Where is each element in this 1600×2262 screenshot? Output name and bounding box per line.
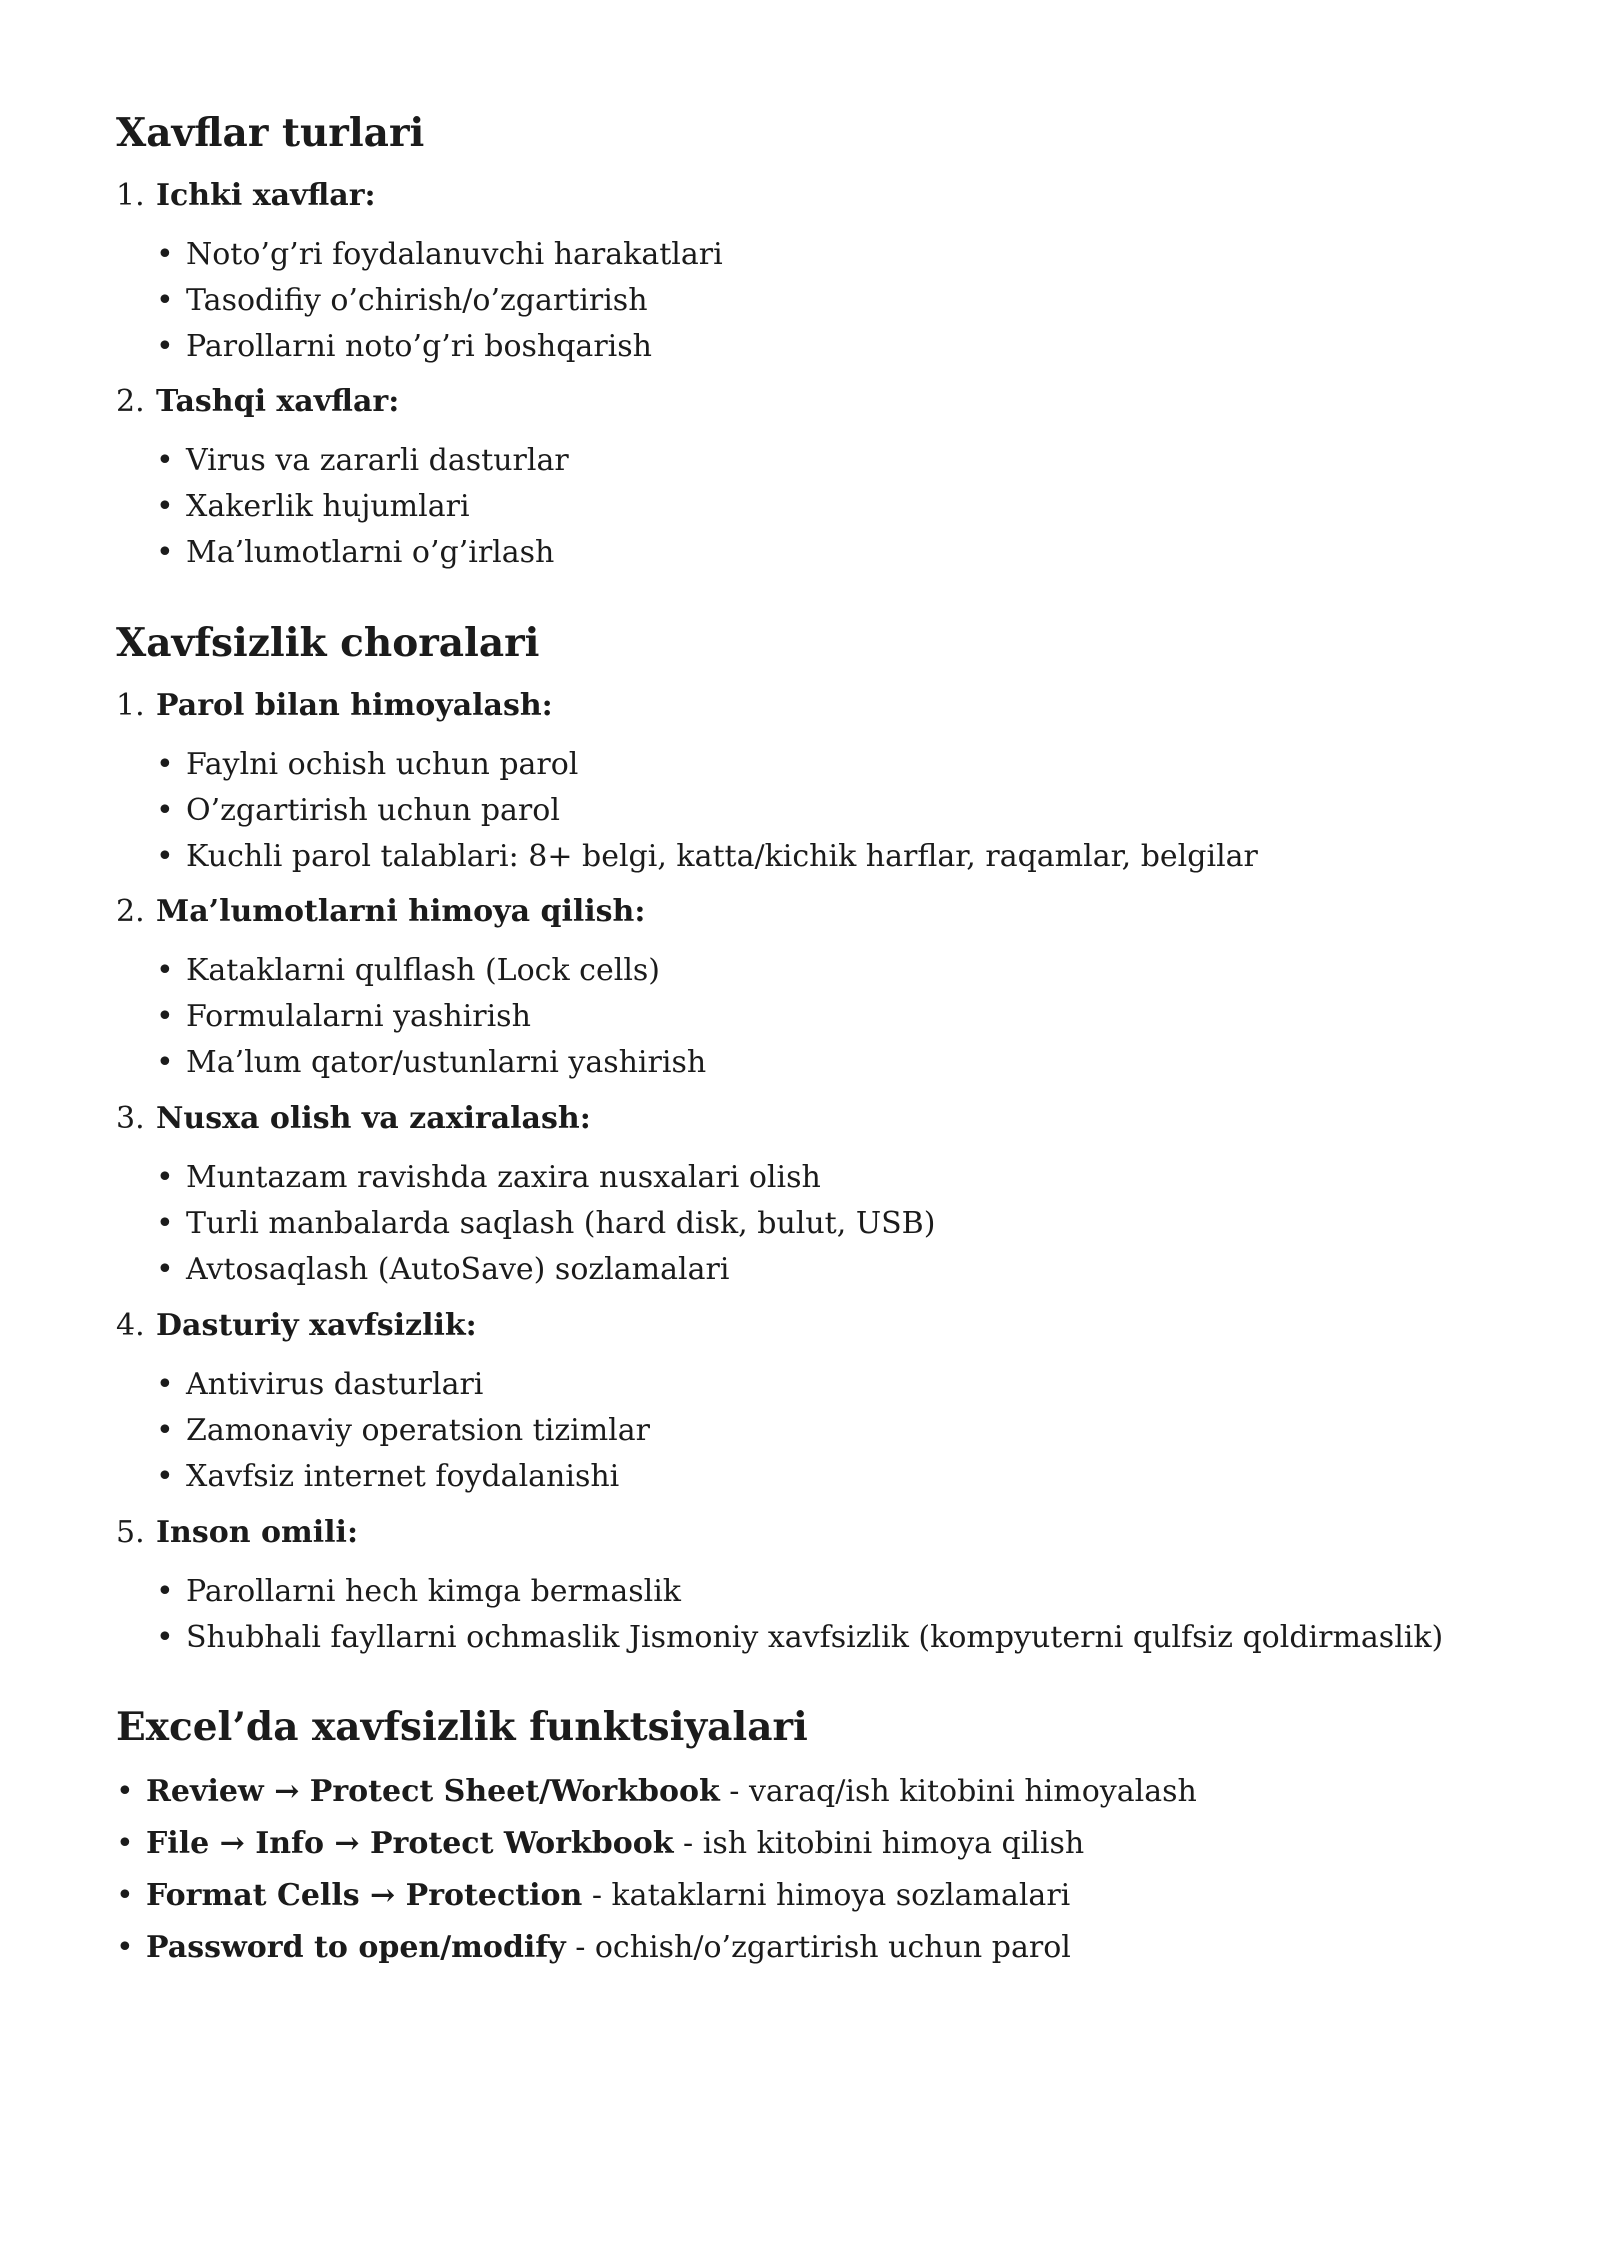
bullet-icon: • <box>156 443 174 478</box>
item-label: Tashqi xavflar: <box>156 384 400 419</box>
feature-path: Format Cells → Protection <box>146 1878 583 1913</box>
bullet-icon: • <box>156 237 174 272</box>
sub-list-himoya <box>156 948 706 1086</box>
sub-list-ichki-xavflar <box>156 232 723 370</box>
sub-list-tashqi-xavflar <box>156 438 569 576</box>
list-item: • Ma’lumotlarni o’g’irlash <box>156 530 569 576</box>
bullet-icon: • <box>156 953 174 988</box>
feature-path: Review → Protect Sheet/Workbook <box>146 1774 720 1809</box>
sub-list-parol <box>156 742 1258 880</box>
item-label: Ma’lumotlarni himoya qilish: <box>156 894 646 929</box>
item-number: 2. <box>116 894 145 929</box>
bullet-icon: • <box>156 1620 174 1655</box>
list-item: • Parollarni noto’g’ri boshqarish <box>156 324 723 370</box>
bullet-icon: • <box>156 1413 174 1448</box>
item-number: 2. <box>116 384 145 419</box>
list-item: • Shubhali fayllarni ochmaslik Jismoniy xavfsizlik (kompyuterni qulfsiz qoldirmaslik) <box>156 1615 1443 1661</box>
bullet-icon: • <box>156 747 174 782</box>
list-item: • Zamonaviy operatsion tizimlar <box>156 1408 650 1454</box>
bullet-icon: • <box>156 999 174 1034</box>
bullet-icon: • <box>156 839 174 874</box>
item-number: 1. <box>116 688 145 723</box>
list-item: • Formulalarni yashirish <box>156 994 706 1040</box>
numbered-item-himoya <box>116 890 645 934</box>
feature-description: - ish kitobini himoya qilish <box>673 1826 1085 1861</box>
item-number: 4. <box>116 1308 145 1343</box>
item-label: Inson omili: <box>156 1515 359 1550</box>
numbered-item-tashqi-xavflar <box>116 380 399 424</box>
feature-path: File → Info → Protect Workbook <box>146 1826 674 1861</box>
bullet-icon: • <box>116 1878 134 1913</box>
list-item: • Kataklarni qulflash (Lock cells) <box>156 948 706 994</box>
bullet-icon: • <box>156 1252 174 1287</box>
section-title-xavfsizlik-choralari: Xavfsizlik choralari <box>116 620 540 666</box>
bullet-icon: • <box>156 1160 174 1195</box>
feature-description: - kataklarni himoya sozlamalari <box>582 1878 1071 1913</box>
feature-description: - varaq/ish kitobini himoyalash <box>719 1774 1197 1809</box>
bullet-icon: • <box>116 1826 134 1861</box>
bullet-icon: • <box>156 489 174 524</box>
bullet-icon: • <box>156 1045 174 1080</box>
list-item: • Parollarni hech kimga bermaslik <box>156 1569 1443 1615</box>
list-item: • Ma’lum qator/ustunlarni yashirish <box>156 1040 706 1086</box>
bullet-icon: • <box>156 1574 174 1609</box>
item-number: 1. <box>116 178 145 213</box>
numbered-item-ichki-xavflar <box>116 174 376 218</box>
bullet-icon: • <box>156 1367 174 1402</box>
list-item: • Avtosaqlash (AutoSave) sozlamalari <box>156 1247 935 1293</box>
list-item: • Virus va zararli dasturlar <box>156 438 569 484</box>
item-label: Nusxa olish va zaxiralash: <box>156 1101 591 1136</box>
list-item: • Turli manbalarda saqlash (hard disk, bulut, USB) <box>156 1201 935 1247</box>
list-item: • Faylni ochish uchun parol <box>156 742 1258 788</box>
bullet-icon: • <box>156 1459 174 1494</box>
section-title-excel-funktsiyalari: Excel’da xavfsizlik funktsiyalari <box>116 1704 808 1750</box>
item-label: Dasturiy xavfsizlik: <box>156 1308 477 1343</box>
feature-item <box>116 1870 1197 1922</box>
feature-item <box>116 1766 1197 1818</box>
section-title-xavflar-turlari: Xavflar turlari <box>116 110 425 156</box>
bullet-icon: • <box>156 329 174 364</box>
numbered-item-parol <box>116 684 553 728</box>
list-item: • Kuchli parol talablari: 8+ belgi, katta/kichik harflar, raqamlar, belgilar <box>156 834 1258 880</box>
sub-list-dasturiy <box>156 1362 650 1500</box>
bullet-icon: • <box>156 793 174 828</box>
feature-item <box>116 1818 1197 1870</box>
list-item: • Xakerlik hujumlari <box>156 484 569 530</box>
list-item: • O’zgartirish uchun parol <box>156 788 1258 834</box>
bullet-icon: • <box>156 535 174 570</box>
list-item: • Antivirus dasturlari <box>156 1362 650 1408</box>
item-number: 5. <box>116 1515 145 1550</box>
numbered-item-nusxa <box>116 1097 591 1141</box>
bullet-icon: • <box>156 1206 174 1241</box>
numbered-item-inson-omili <box>116 1511 358 1555</box>
list-item: • Muntazam ravishda zaxira nusxalari olish <box>156 1155 935 1201</box>
feature-description: - ochish/o’zgartirish uchun parol <box>565 1930 1071 1965</box>
numbered-item-dasturiy <box>116 1304 477 1348</box>
sub-list-inson-omili <box>156 1569 1443 1661</box>
sub-list-nusxa <box>156 1155 935 1293</box>
feature-item <box>116 1922 1197 1974</box>
excel-features-list <box>116 1766 1197 1974</box>
item-label: Ichki xavflar: <box>156 178 376 213</box>
bullet-icon: • <box>116 1930 134 1965</box>
list-item: • Tasodifiy o’chirish/o’zgartirish <box>156 278 723 324</box>
item-number: 3. <box>116 1101 145 1136</box>
feature-path: Password to open/modify <box>146 1930 566 1965</box>
list-item: • Noto’g’ri foydalanuvchi harakatlari <box>156 232 723 278</box>
bullet-icon: • <box>116 1774 134 1809</box>
bullet-icon: • <box>156 283 174 318</box>
list-item: • Xavfsiz internet foydalanishi <box>156 1454 650 1500</box>
item-label: Parol bilan himoyalash: <box>156 688 553 723</box>
